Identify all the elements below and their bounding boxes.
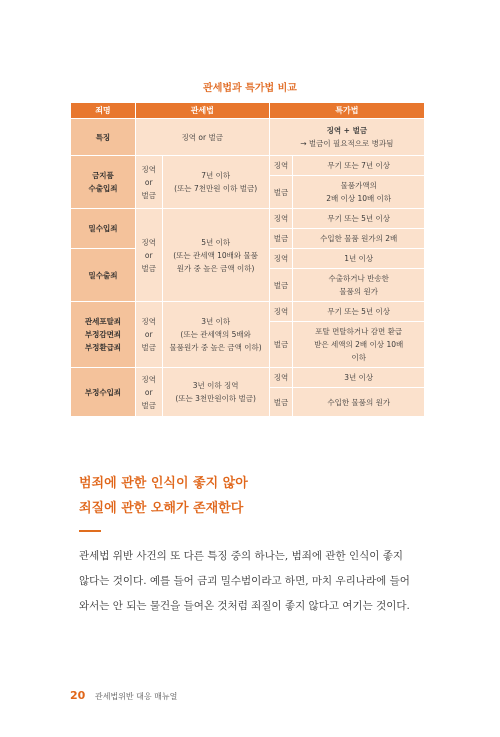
special-value-g3-prison: 무기 또는 5년 이상 xyxy=(293,302,425,322)
body-line-1: 관세법 위반 사건의 또 다른 특징 중의 하나는, 범죄에 관한 인식이 좋지 xyxy=(79,550,404,562)
special-value-g3-fine xyxy=(293,322,425,368)
special-value-g1-fine xyxy=(293,176,425,209)
page-number: 20 xyxy=(70,689,86,702)
section-headline-line2: 죄질에 관한 오해가 존재한다 xyxy=(79,501,244,516)
penalty-type-g4-l3: 벌금 xyxy=(141,400,156,410)
penalty-type-g3-l1: 징역 xyxy=(141,317,156,326)
crime-g4: 부정수입죄 xyxy=(71,368,136,417)
header-crime: 죄명 xyxy=(71,103,136,119)
special-label-g2a-fine: 벌금 xyxy=(269,229,293,249)
penalty-type-g2-l2: or xyxy=(144,250,153,260)
special-value-g2b-fine xyxy=(293,269,425,302)
table-row xyxy=(71,302,425,322)
special-value-g2a-prison: 무기 또는 5년 이상 xyxy=(293,209,425,229)
penalty-type-g3-l3: 벌금 xyxy=(141,343,156,352)
special-value-g1-fine-l2: 2배 이상 10배 이하 xyxy=(326,194,392,203)
penalty-type-g4-l1: 징역 xyxy=(141,374,156,384)
customs-desc-g4-l2: (또는 3천만원이하 벌금) xyxy=(175,394,256,403)
special-value-g1-fine-l1: 물품가액의 xyxy=(340,181,377,190)
customs-desc-g3-l2: (또는 관세액의 5배와 xyxy=(180,330,251,339)
penalty-type-g2-l1: 징역 xyxy=(141,237,156,247)
body-line-2: 않다는 것이다. 예를 들어 금괴 밀수범이라고 하면, 마치 우리나라에 들어 xyxy=(79,575,410,587)
section-headline-line1: 범죄에 관한 인식이 좋지 않아 xyxy=(79,476,248,491)
penalty-type-g2-l3: 벌금 xyxy=(141,263,156,273)
customs-desc-g3-l1: 3년 이하 xyxy=(201,317,231,326)
special-value-g2a-fine: 수입한 물품 원가의 2배 xyxy=(293,229,425,249)
crime-g2a: 밀수입죄 xyxy=(71,209,136,249)
special-label-g4-prison: 징역 xyxy=(269,368,293,388)
special-value-g2b-fine-l2: 물품의 원가 xyxy=(339,287,379,296)
table-title: 관세법과 특가법 비교 xyxy=(203,83,297,94)
special-value-g3-fine-l1: 포탈 면탈하거나 감면 환급 xyxy=(315,327,403,336)
special-label-g1-prison: 징역 xyxy=(269,156,293,176)
header-customs-act: 관세법 xyxy=(135,103,269,119)
special-label-g2b-fine: 벌금 xyxy=(269,269,293,302)
penalty-type-g3 xyxy=(135,302,162,368)
penalty-type-g1-l2: or xyxy=(144,177,153,187)
headline-underline xyxy=(79,530,101,532)
running-footer: 관세법위반 대응 매뉴얼 xyxy=(95,692,178,701)
special-feature xyxy=(269,119,424,156)
crime-feature: 특징 xyxy=(71,119,136,156)
special-label-g3-prison: 징역 xyxy=(269,302,293,322)
special-label-g3-fine: 벌금 xyxy=(269,322,293,368)
crime-g3 xyxy=(71,302,136,368)
crime-g2b: 밀수출죄 xyxy=(71,249,136,302)
customs-desc-g4-l1: 3년 이하 징역 xyxy=(192,381,239,390)
special-value-g4-prison: 3년 이상 xyxy=(293,368,425,388)
table-row xyxy=(71,156,425,176)
customs-desc-g1-l1: 7년 이하 xyxy=(201,171,231,180)
penalty-type-g4 xyxy=(135,368,162,417)
body-line-3: 와서는 안 되는 물건을 들여온 것처럼 죄질이 좋지 않다고 여기는 것이다. xyxy=(79,600,410,612)
penalty-type-g1-l1: 징역 xyxy=(141,164,156,174)
customs-desc-g3 xyxy=(162,302,269,368)
penalty-type-g4-l2: or xyxy=(144,387,153,397)
penalty-type-g1 xyxy=(135,156,162,209)
header-special-act: 특가법 xyxy=(269,103,424,119)
table-row xyxy=(71,368,425,388)
penalty-type-g3-l2: or xyxy=(144,330,153,339)
customs-desc-g2-l2: (또는 관세액 10배와 물품 xyxy=(173,250,259,260)
special-label-g1-fine: 벌금 xyxy=(269,176,293,209)
customs-desc-g2 xyxy=(162,209,269,302)
table-row-feature xyxy=(71,119,425,156)
crime-g3-l1: 관세포탈죄 xyxy=(84,317,122,326)
special-label-g4-fine: 벌금 xyxy=(269,388,293,417)
crime-g3-l2: 부정감면죄 xyxy=(84,330,122,339)
crime-g1-l1: 금지품 xyxy=(92,171,114,180)
special-value-g4-fine: 수입한 물품의 원가 xyxy=(293,388,425,417)
special-feature-line2: → 벌금이 필요적으로 병과됨 xyxy=(300,139,394,148)
comparison-table xyxy=(70,102,425,417)
customs-feature: 징역 or 벌금 xyxy=(135,119,269,156)
customs-desc-g4 xyxy=(162,368,269,417)
customs-desc-g3-l3: 물품원가 중 높은 금액 이하) xyxy=(169,343,262,352)
special-feature-line1: 징역 + 벌금 xyxy=(326,126,368,135)
customs-desc-g2-l3: 원가 중 높은 금액 이하) xyxy=(176,263,255,273)
special-label-g2b-prison: 징역 xyxy=(269,249,293,269)
table-header-row xyxy=(71,103,425,119)
customs-desc-g2-l1: 5년 이하 xyxy=(201,237,231,247)
special-value-g2b-prison: 1년 이상 xyxy=(293,249,425,269)
special-value-g1-prison: 무기 또는 7년 이상 xyxy=(293,156,425,176)
special-value-g3-fine-l3: 이하 xyxy=(351,353,366,362)
customs-desc-g1 xyxy=(162,156,269,209)
special-value-g2b-fine-l1: 수출하거나 반송한 xyxy=(328,274,389,283)
crime-g3-l3: 부정환급죄 xyxy=(84,343,122,352)
table-row xyxy=(71,209,425,229)
customs-desc-g1-l2: (또는 7천만원 이하 벌금) xyxy=(174,184,258,193)
crime-g1-l2: 수출입죄 xyxy=(88,184,118,193)
special-value-g3-fine-l2: 받은 세액의 2배 이상 10배 xyxy=(314,340,404,349)
penalty-type-g2 xyxy=(135,209,162,302)
special-label-g2a-prison: 징역 xyxy=(269,209,293,229)
penalty-type-g1-l3: 벌금 xyxy=(141,190,156,200)
crime-g1 xyxy=(71,156,136,209)
